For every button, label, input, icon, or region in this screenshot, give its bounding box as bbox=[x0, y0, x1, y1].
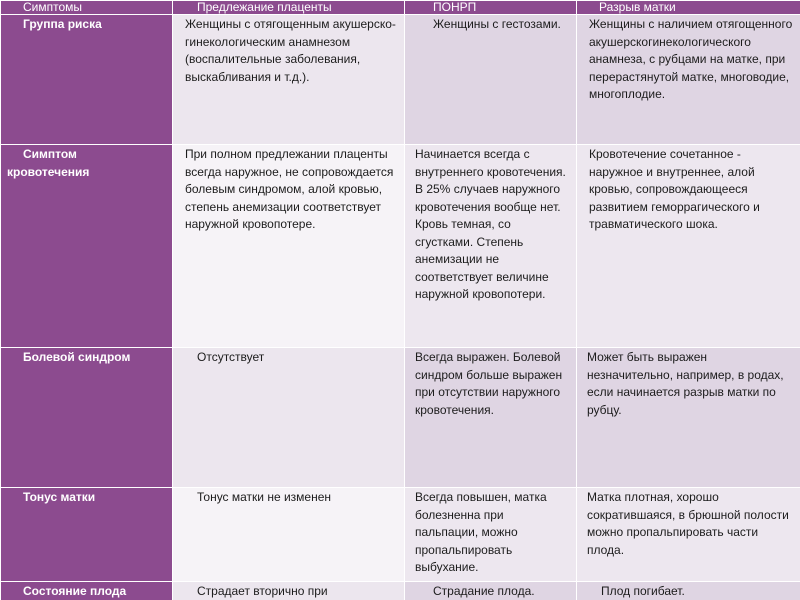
cell-uterine-rupture: Кровотечение сочетанное - наружное и внутреннее, алой кровью, сопровождающееся развитием геморрагического и травматического шока. bbox=[577, 145, 800, 348]
header-ponrp: ПОНРП bbox=[405, 1, 577, 15]
cell-placenta-previa: Женщины с отягощенным акушерско-гинекологическим анамнезом (воспалительные заболевания, выскабливания и т.д.). bbox=[173, 15, 405, 145]
table-row bbox=[1, 15, 800, 145]
cell-placenta-previa: Отсутствует bbox=[173, 348, 405, 488]
cell-uterine-rupture: Может быть выражен незначительно, например, в родах, если начинается разрыв матки по рубцу. bbox=[577, 348, 800, 488]
table-header-row bbox=[1, 1, 800, 15]
cell-uterine-rupture: Плод погибает. bbox=[577, 582, 800, 600]
cell-placenta-previa: Тонус матки не изменен bbox=[173, 488, 405, 582]
cell-ponrp: Всегда выражен. Болевой синдром больше выражен при отсутствии наружного кровотечения. bbox=[405, 348, 577, 488]
cell-placenta-previa: Страдает вторично при bbox=[173, 582, 405, 600]
row-label-uterine-tone: Тонус матки bbox=[1, 488, 173, 582]
table-row bbox=[1, 348, 800, 488]
row-label-risk-group: Группа риска bbox=[1, 15, 173, 145]
cell-uterine-rupture: Женщины с наличием отягощенного акушерскогинекологического анамнеза, с рубцами на матке, при перерастянутой матке, многоводие, многоплодие. bbox=[577, 15, 800, 145]
cell-ponrp: Женщины с гестозами. bbox=[405, 15, 577, 145]
table-row bbox=[1, 488, 800, 582]
cell-placenta-previa: При полном предлежании плаценты всегда наружное, не сопровождается болевым синдромом, алой кровью, степень анемизации соответствует наружной кровопотере. bbox=[173, 145, 405, 348]
header-symptoms: Симптомы bbox=[1, 1, 173, 15]
cell-ponrp: Начинается всегда с внутреннего кровотечения. В 25% случаев наружного кровотечения вообще нет. Кровь темная, со сгустками. Степень анемизации не соответствует величине наружной кровопотери. bbox=[405, 145, 577, 348]
table-row bbox=[1, 582, 800, 600]
cell-ponrp: Страдание плода. bbox=[405, 582, 577, 600]
row-label-pain-syndrome: Болевой синдром bbox=[1, 348, 173, 488]
cell-ponrp: Всегда повышен, матка болезненна при пальпации, можно пропальпировать выбухание. bbox=[405, 488, 577, 582]
cell-uterine-rupture: Матка плотная, хорошо сократившаяся, в брюшной полости можно пропальпировать части плода. bbox=[577, 488, 800, 582]
header-placenta-previa: Предлежание плаценты bbox=[173, 1, 405, 15]
table-row bbox=[1, 145, 800, 348]
header-uterine-rupture: Разрыв матки bbox=[577, 1, 800, 15]
row-label-bleeding-symptom: Симптом кровотечения bbox=[1, 145, 173, 348]
row-label-fetal-condition: Состояние плода bbox=[1, 582, 173, 600]
